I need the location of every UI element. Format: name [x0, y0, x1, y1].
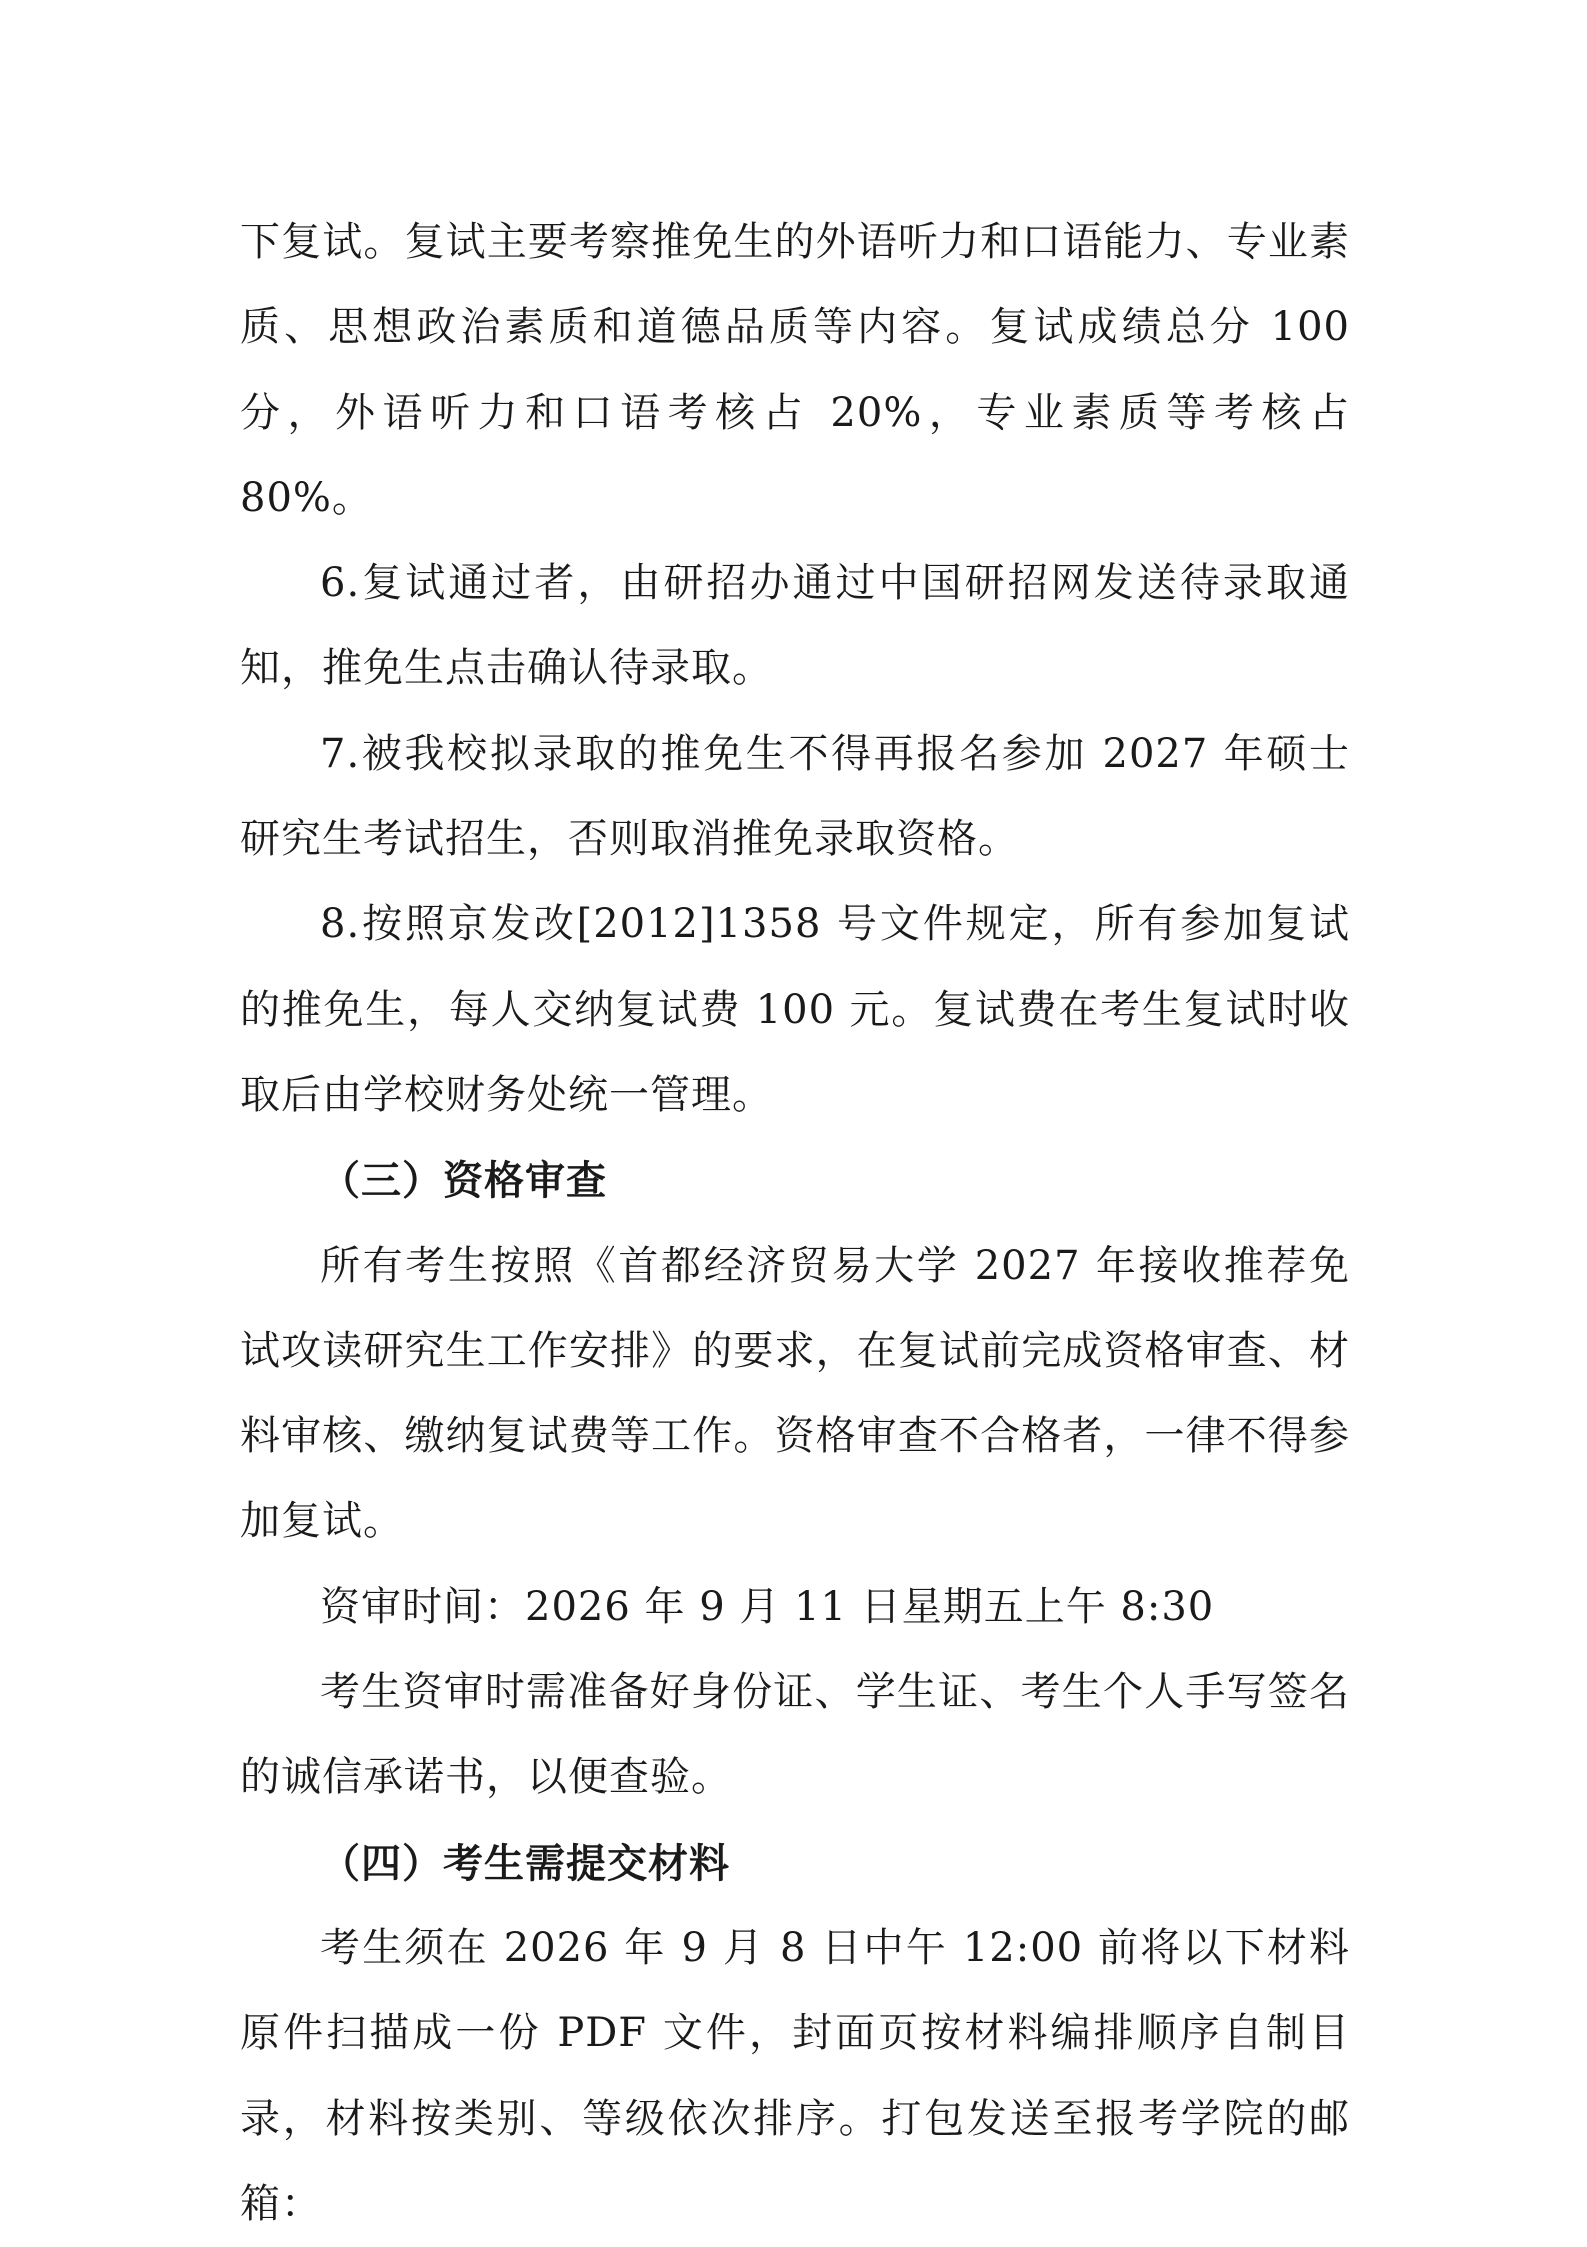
paragraph-item-7: 7.被我校拟录取的推免生不得再报名参加 2027 年硕士研究生考试招生，否则取消推免录取资格。 — [240, 730, 1350, 863]
document-body — [240, 200, 1350, 2247]
paragraph-item-6: 6.复试通过者，由研招办通过中国研招网发送待录取通知，推免生点击确认待录取。 — [240, 560, 1350, 692]
paragraph-review-time: 资审时间：2026 年 9 月 11 日星期五上午 8:30 — [320, 1583, 1215, 1630]
paragraph-review-documents: 考生资审时需准备好身份证、学生证、考生个人手写签名的诚信承诺书，以便查验。 — [240, 1669, 1350, 1801]
paragraph-item-8: 8.按照京发改[2012]1358 号文件规定，所有参加复试的推免生，每人交纳复试费 100 元。复试费在考生复试时收取后由学校财务处统一管理。 — [240, 901, 1350, 1118]
section-heading-qualification-review: （三）资格审查 — [320, 1157, 607, 1205]
paragraph-retest-content: 下复试。复试主要考察推免生的外语听力和口语能力、专业素质、思想政治素质和道德品质等内容。复试成绩总分 100 分，外语听力和口语考核占 20%，专业素质等考核占 80%。 — [240, 219, 1350, 521]
paragraph-qualification-requirements: 所有考生按照《首都经济贸易大学 2027 年接收推荐免试攻读研究生工作安排》的要求，在复试前完成资格审查、材料审核、缴纳复试费等工作。资格审查不合格者，一律不得参加复试。 — [240, 1242, 1350, 1545]
section-heading-submission-materials: （四）考生需提交材料 — [320, 1839, 730, 1887]
paragraph-submission-instructions: 考生须在 2026 年 9 月 8 日中午 12:00 前将以下材料原件扫描成一份 PDF 文件，封面页按材料编排顺序自制目录，材料按类别、等级依次排序。打包发送至报考学院的邮箱： — [240, 1924, 1350, 2227]
